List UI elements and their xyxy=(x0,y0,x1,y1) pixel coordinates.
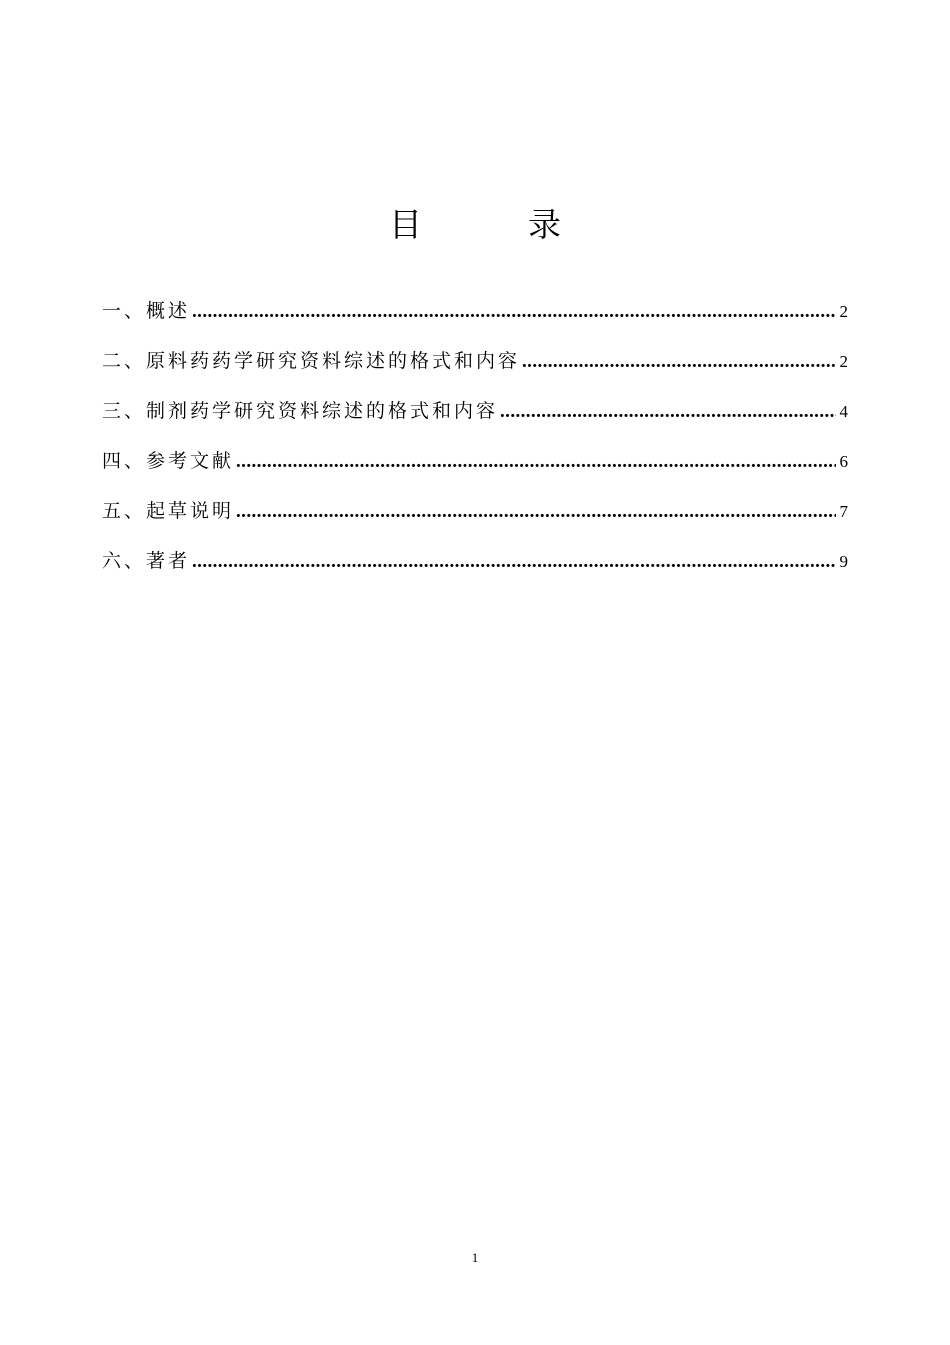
toc-entry-label: 三、制剂药学研究资料综述的格式和内容 xyxy=(102,400,499,422)
toc-entry-label: 一、概述 xyxy=(102,300,191,322)
toc-entry-page: 7 xyxy=(839,502,848,521)
toc-entry-drafting-notes[interactable] xyxy=(102,496,848,546)
toc-entry-authors[interactable] xyxy=(102,546,848,596)
toc-entry-page: 2 xyxy=(839,302,848,321)
toc-entry-label: 六、著者 xyxy=(102,550,191,572)
toc-title-char-1: 目 xyxy=(389,205,422,244)
toc-entry-api-format[interactable] xyxy=(102,346,848,396)
toc-entry-page: 2 xyxy=(839,352,848,371)
toc-entry-formulation-format[interactable] xyxy=(102,396,848,446)
toc-entry-label: 四、参考文献 xyxy=(102,450,235,472)
toc-entry-page: 6 xyxy=(839,452,848,471)
toc-entry-page: 9 xyxy=(839,552,848,571)
toc-title-char-2: 录 xyxy=(528,205,561,244)
toc-dot-leader xyxy=(522,347,835,377)
toc-dot-leader xyxy=(500,397,835,427)
toc-dot-leader xyxy=(236,497,835,527)
toc-entry-label: 二、原料药药学研究资料综述的格式和内容 xyxy=(102,350,521,372)
table-of-contents xyxy=(102,296,848,596)
toc-entry-label: 五、起草说明 xyxy=(102,500,235,522)
toc-dot-leader xyxy=(236,447,835,477)
toc-entry-references[interactable] xyxy=(102,446,848,496)
toc-entry-overview[interactable] xyxy=(102,296,848,346)
toc-title xyxy=(0,200,950,250)
toc-dot-leader xyxy=(192,297,835,327)
page-number: 1 xyxy=(471,1250,479,1265)
toc-dot-leader xyxy=(192,547,835,577)
toc-entry-page: 4 xyxy=(839,402,848,421)
